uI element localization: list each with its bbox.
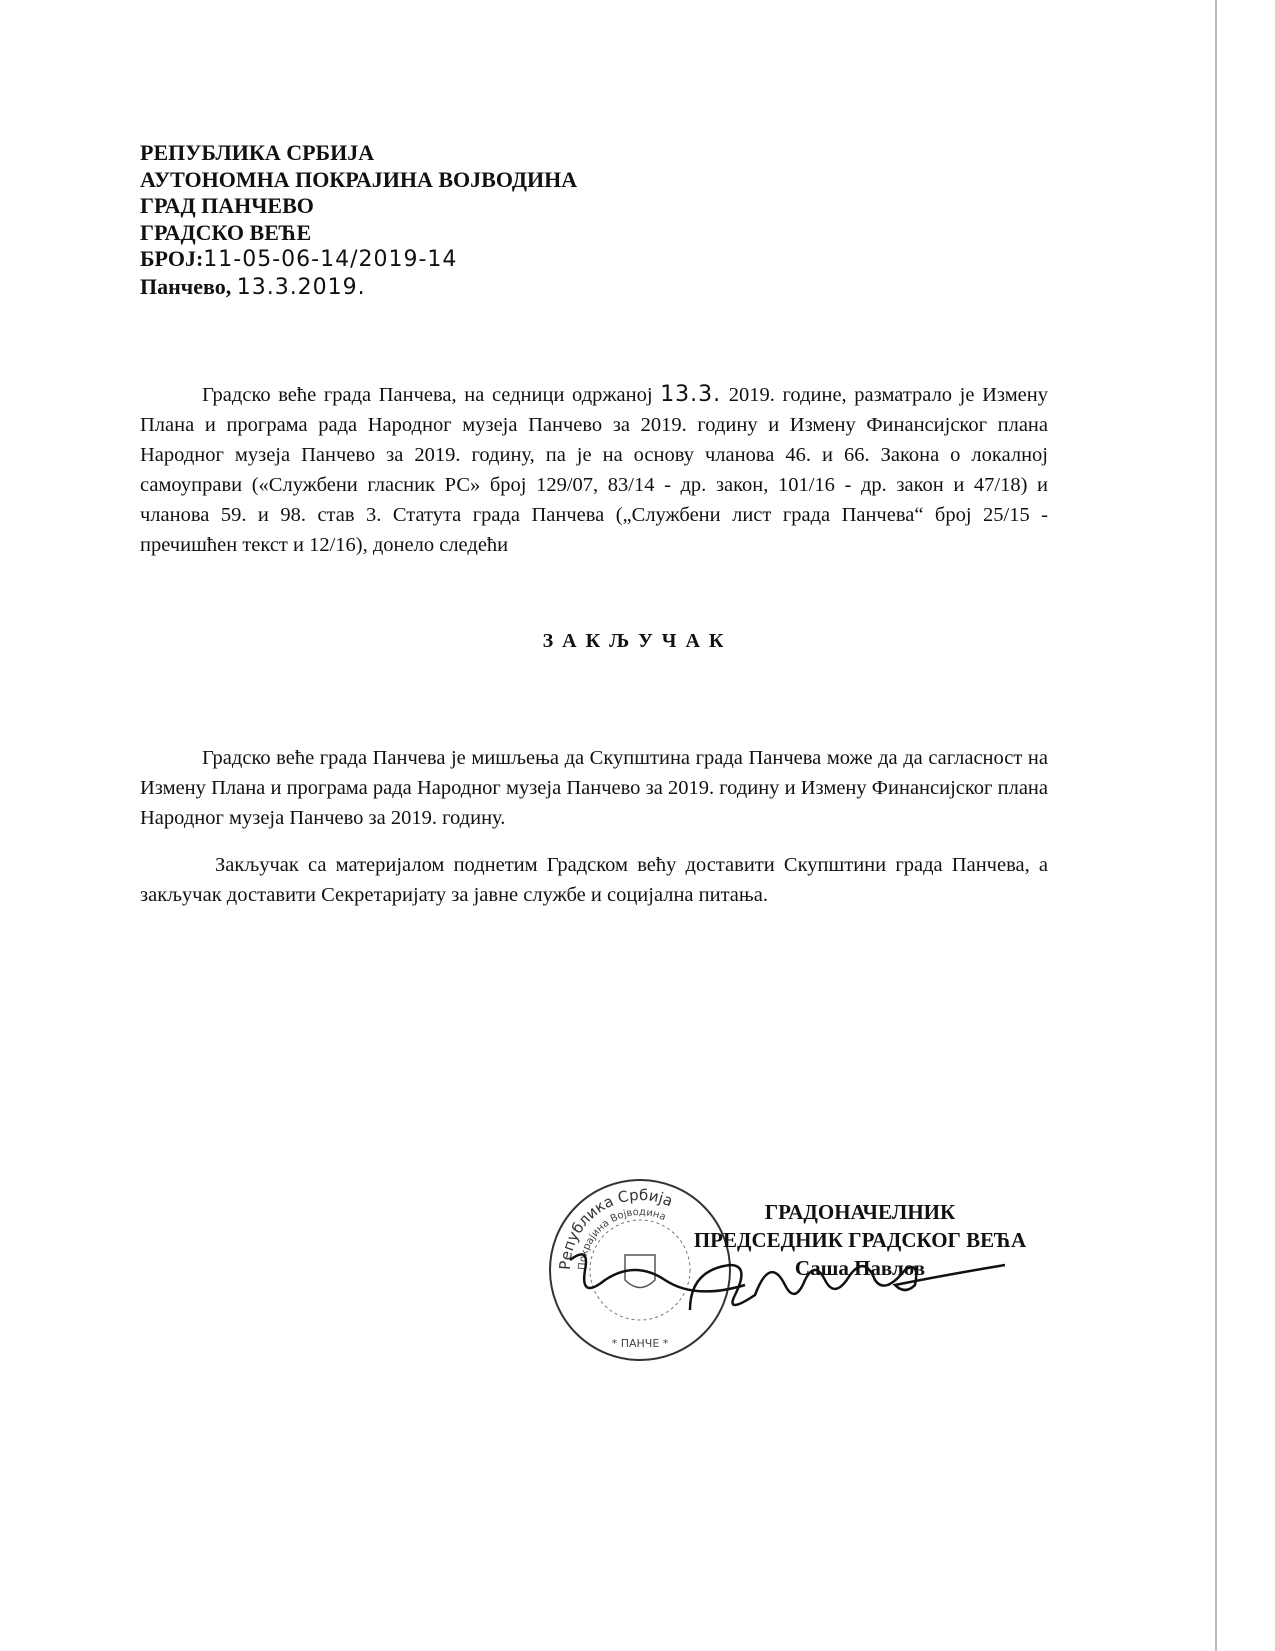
handwritten-number: 11-05-06-14/2019-14 <box>203 247 458 272</box>
header-line: ГРАД ПАНЧЕВО <box>140 193 314 218</box>
delivery-paragraph: Закључак са материјалом поднетим Градском већу доставити Скупштини града Панчева, а закључак доставити Секретаријату за јавне службе и социјална питања. <box>140 854 1048 906</box>
handwritten-session-date: 13.3. <box>660 382 722 407</box>
header-line: ГРАДСКО ВЕЋЕ <box>140 219 312 245</box>
letterhead <box>140 140 577 301</box>
document-title: ЗАКЉУЧАК <box>542 630 733 652</box>
handwritten-signature <box>560 1240 1020 1330</box>
scan-edge <box>1215 0 1217 1651</box>
signatory-title: ГРАДОНАЧЕЛНИК <box>764 1200 956 1224</box>
header-line: АУТОНОМНА ПОКРАЈИНА ВОЈВОДИНА <box>140 166 578 192</box>
document-date: Панчево, 13.3.2019. <box>140 273 366 300</box>
signatory-title-2: ПРЕДСЕДНИК ГРАДСКОГ ВЕЋА <box>693 1228 1027 1252</box>
header-line: РЕПУБЛИКА СРБИЈА <box>140 140 375 165</box>
svg-text:Покрајина Војводина: Покрајина Војводина <box>576 1206 668 1271</box>
signatory-name: Саша Павлов <box>794 1256 926 1280</box>
intro-paragraph: Градско веће града Панчева, на седници одржаној 13.3. 2019. године, разматрало је Измену Плана и програма рада Народног музеја Панчево за 2019. годину и Измену Финансијског плана Народног музеја Панчево за 2019. годину, па је на основу чланова 46. и 66. Закона о локалној самоуправи («Службени гласник РС» број 129/07, 83/14 - др. закон, 101/16 - др. закон и 47/18) и чланова 59. и 98. став 3. Статута града Панчева („Службени лист града Панчева“ број 25/15 - пречишћен текст и 12/16), донело следећи <box>140 382 1048 556</box>
svg-text:* ПАНЧЕ *: * ПАНЧЕ * <box>611 1337 669 1350</box>
conclusion-paragraph: Градско веће града Панчева је мишљења да Скупштина града Панчева може да да сагласност на Измену Плана и програма рада Народног музеја Панчево за 2019. годину и Измену Финансијског плана Народног музеја Панчево за 2019. годину. <box>140 747 1048 829</box>
svg-text:Република Србија: Република Србија <box>555 1185 676 1271</box>
handwritten-date: 13.3.2019. <box>236 274 366 300</box>
document-number: БРОЈ:11-05-06-14/2019-14 <box>140 246 458 272</box>
